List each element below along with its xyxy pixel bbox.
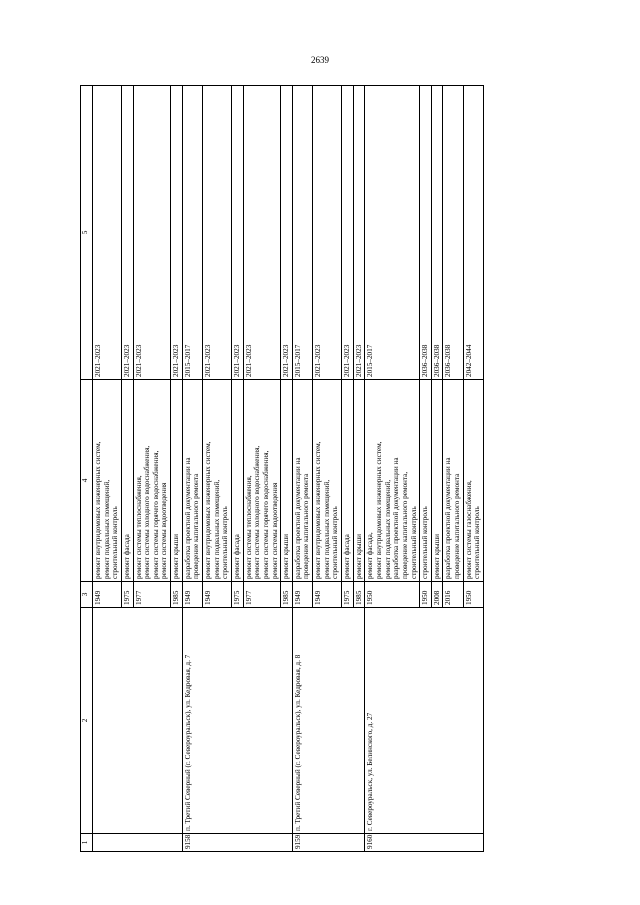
work-type-cell: [420, 380, 432, 582]
work-line: ремонт крыши: [354, 533, 363, 579]
page-number: 2639: [311, 55, 329, 65]
header-col-4: 4: [81, 380, 93, 582]
work-line: ремонт подвальных помещений,: [212, 479, 221, 579]
work-line: ремонт крыши: [282, 533, 291, 579]
work-type-cell: [231, 380, 243, 582]
period-cell: 2042–2044: [463, 86, 483, 380]
work-line: ремонт фасада: [232, 534, 241, 579]
year-cell: 1949: [182, 582, 202, 608]
work-line: ремонт системы холодного водоснабжения,: [253, 445, 262, 579]
work-line: ремонт системы теплоснабжения,: [134, 475, 143, 579]
work-line: ремонт подвальных помещений,: [383, 479, 392, 579]
work-type-cell: [133, 380, 171, 582]
work-line: проведение капитального ремонта: [302, 473, 311, 579]
year-cell: 1950: [420, 582, 432, 608]
work-line: ремонт внутридомовых инженерных систем,: [314, 441, 323, 579]
work-type-cell: [292, 380, 312, 582]
year-cell: 1977: [133, 582, 171, 608]
work-line: ремонт системы холодного водоснабжения,: [143, 445, 152, 579]
address-cell: г. Североуральск, ул. Белинского, д. 27: [365, 608, 484, 834]
work-line: ремонт крыши: [432, 533, 441, 579]
work-line: ремонт подвальных помещений,: [322, 479, 331, 579]
period-cell: 2015–2017: [182, 86, 202, 380]
period-cell: 2036–2038: [420, 86, 432, 380]
work-line: ремонт фасада: [122, 534, 131, 579]
table-row: [182, 86, 202, 852]
work-type-cell: [353, 380, 365, 582]
year-cell: 1985: [171, 582, 183, 608]
period-cell: 2021–2023: [133, 86, 171, 380]
work-line: проведение капитального ремонта,: [400, 471, 409, 579]
work-type-cell: [443, 380, 463, 582]
work-line: ремонт внутридомовых инженерных систем,: [374, 441, 383, 579]
period-cell: 2021–2023: [203, 86, 232, 380]
work-line: проведение капитального ремонта: [192, 473, 201, 579]
work-line: ремонт фасада: [343, 534, 352, 579]
table-row: [292, 86, 312, 852]
work-line: строительный контроль: [221, 506, 230, 579]
year-cell: 1949: [93, 582, 122, 608]
work-line: ремонт подвальных помещений,: [102, 479, 111, 579]
year-cell: 1975: [342, 582, 354, 608]
year-cell: 2016: [443, 582, 463, 608]
year-cell: 1950: [365, 582, 420, 608]
work-type-cell: [182, 380, 202, 582]
work-line: проведение капитального ремонта: [453, 473, 462, 579]
period-cell: 2021–2023: [231, 86, 243, 380]
year-cell: 1949: [313, 582, 342, 608]
year-cell: 1975: [121, 582, 133, 608]
work-line: ремонт внутридомовых инженерных систем,: [204, 441, 213, 579]
year-cell: 1950: [463, 582, 483, 608]
work-type-cell: [313, 380, 342, 582]
work-line: ремонт системы горячего водоснабжения,: [151, 450, 160, 579]
address-cell: п. Третий Северный (г. Североуральск), ул. Кедровая, д. 8: [292, 608, 364, 834]
work-line: ремонт крыши: [172, 533, 181, 579]
work-type-cell: [463, 380, 483, 582]
work-line: ремонт системы водоотведения: [270, 482, 279, 579]
work-type-cell: [171, 380, 183, 582]
table-header-row: [81, 86, 93, 852]
work-line: ремонт системы газоснабжения,: [464, 480, 473, 579]
table-row: [93, 86, 122, 852]
work-line: ремонт внутридомовых инженерных систем,: [94, 441, 102, 579]
period-cell: 2021–2023: [281, 86, 293, 380]
rotated-table-container: [80, 86, 561, 852]
table-row: [365, 86, 420, 852]
rotated-table-area: [80, 86, 561, 852]
work-type-cell: [203, 380, 232, 582]
work-line: строительный контроль: [409, 506, 418, 579]
work-line: строительный контроль: [111, 506, 120, 579]
work-type-cell: [93, 380, 122, 582]
period-cell: 2021–2023: [353, 86, 365, 380]
work-line: ремонт системы горячего водоснабжения,: [261, 450, 270, 579]
period-cell: 2015–2017: [365, 86, 420, 380]
header-col-2: 2: [81, 608, 93, 834]
period-cell: 2021–2023: [93, 86, 122, 380]
period-cell: 2015–2017: [292, 86, 312, 380]
work-line: строительный контроль: [331, 506, 340, 579]
header-col-1: 1: [81, 834, 93, 852]
year-cell: 1949: [292, 582, 312, 608]
work-line: строительный контроль: [473, 506, 482, 579]
period-cell: 2036–2038: [443, 86, 463, 380]
work-line: строительный контроль: [421, 506, 430, 579]
work-type-cell: [365, 380, 420, 582]
repair-schedule-table: [80, 85, 484, 852]
period-cell: 2021–2023: [243, 86, 281, 380]
work-line: разработка проектной документации на: [392, 457, 401, 579]
work-line: разработка проектной документации на: [293, 457, 302, 579]
work-type-cell: [431, 380, 443, 582]
period-cell: 2036–2038: [431, 86, 443, 380]
year-cell: 1977: [243, 582, 281, 608]
period-cell: 2021–2023: [313, 86, 342, 380]
address-cell: п. Третий Северный (г. Североуральск), ул. Кедровая, д. 7: [182, 608, 292, 834]
year-cell: 1949: [203, 582, 232, 608]
period-cell: 2021–2023: [342, 86, 354, 380]
work-type-cell: [342, 380, 354, 582]
work-line: разработка проектной документации на: [183, 457, 192, 579]
header-col-3: 3: [81, 582, 93, 608]
row-number: [93, 834, 183, 852]
year-cell: 2008: [431, 582, 443, 608]
work-type-cell: [121, 380, 133, 582]
period-cell: 2021–2023: [171, 86, 183, 380]
work-line: ремонт фасада,: [366, 532, 375, 579]
row-number: 9159.: [292, 834, 364, 852]
work-line: ремонт системы теплоснабжения,: [244, 475, 253, 579]
row-number: 9158.: [182, 834, 292, 852]
period-cell: 2021–2023: [121, 86, 133, 380]
work-line: ремонт системы водоотведения: [160, 482, 169, 579]
row-number: 9160.: [365, 834, 484, 852]
work-type-cell: [281, 380, 293, 582]
year-cell: 1975: [231, 582, 243, 608]
work-type-cell: [243, 380, 281, 582]
table-body: [93, 86, 484, 852]
year-cell: 1985: [281, 582, 293, 608]
address-cell: [93, 608, 183, 834]
year-cell: 1985: [353, 582, 365, 608]
work-line: разработка проектной документации на: [444, 457, 453, 579]
header-col-5: 5: [81, 86, 93, 380]
